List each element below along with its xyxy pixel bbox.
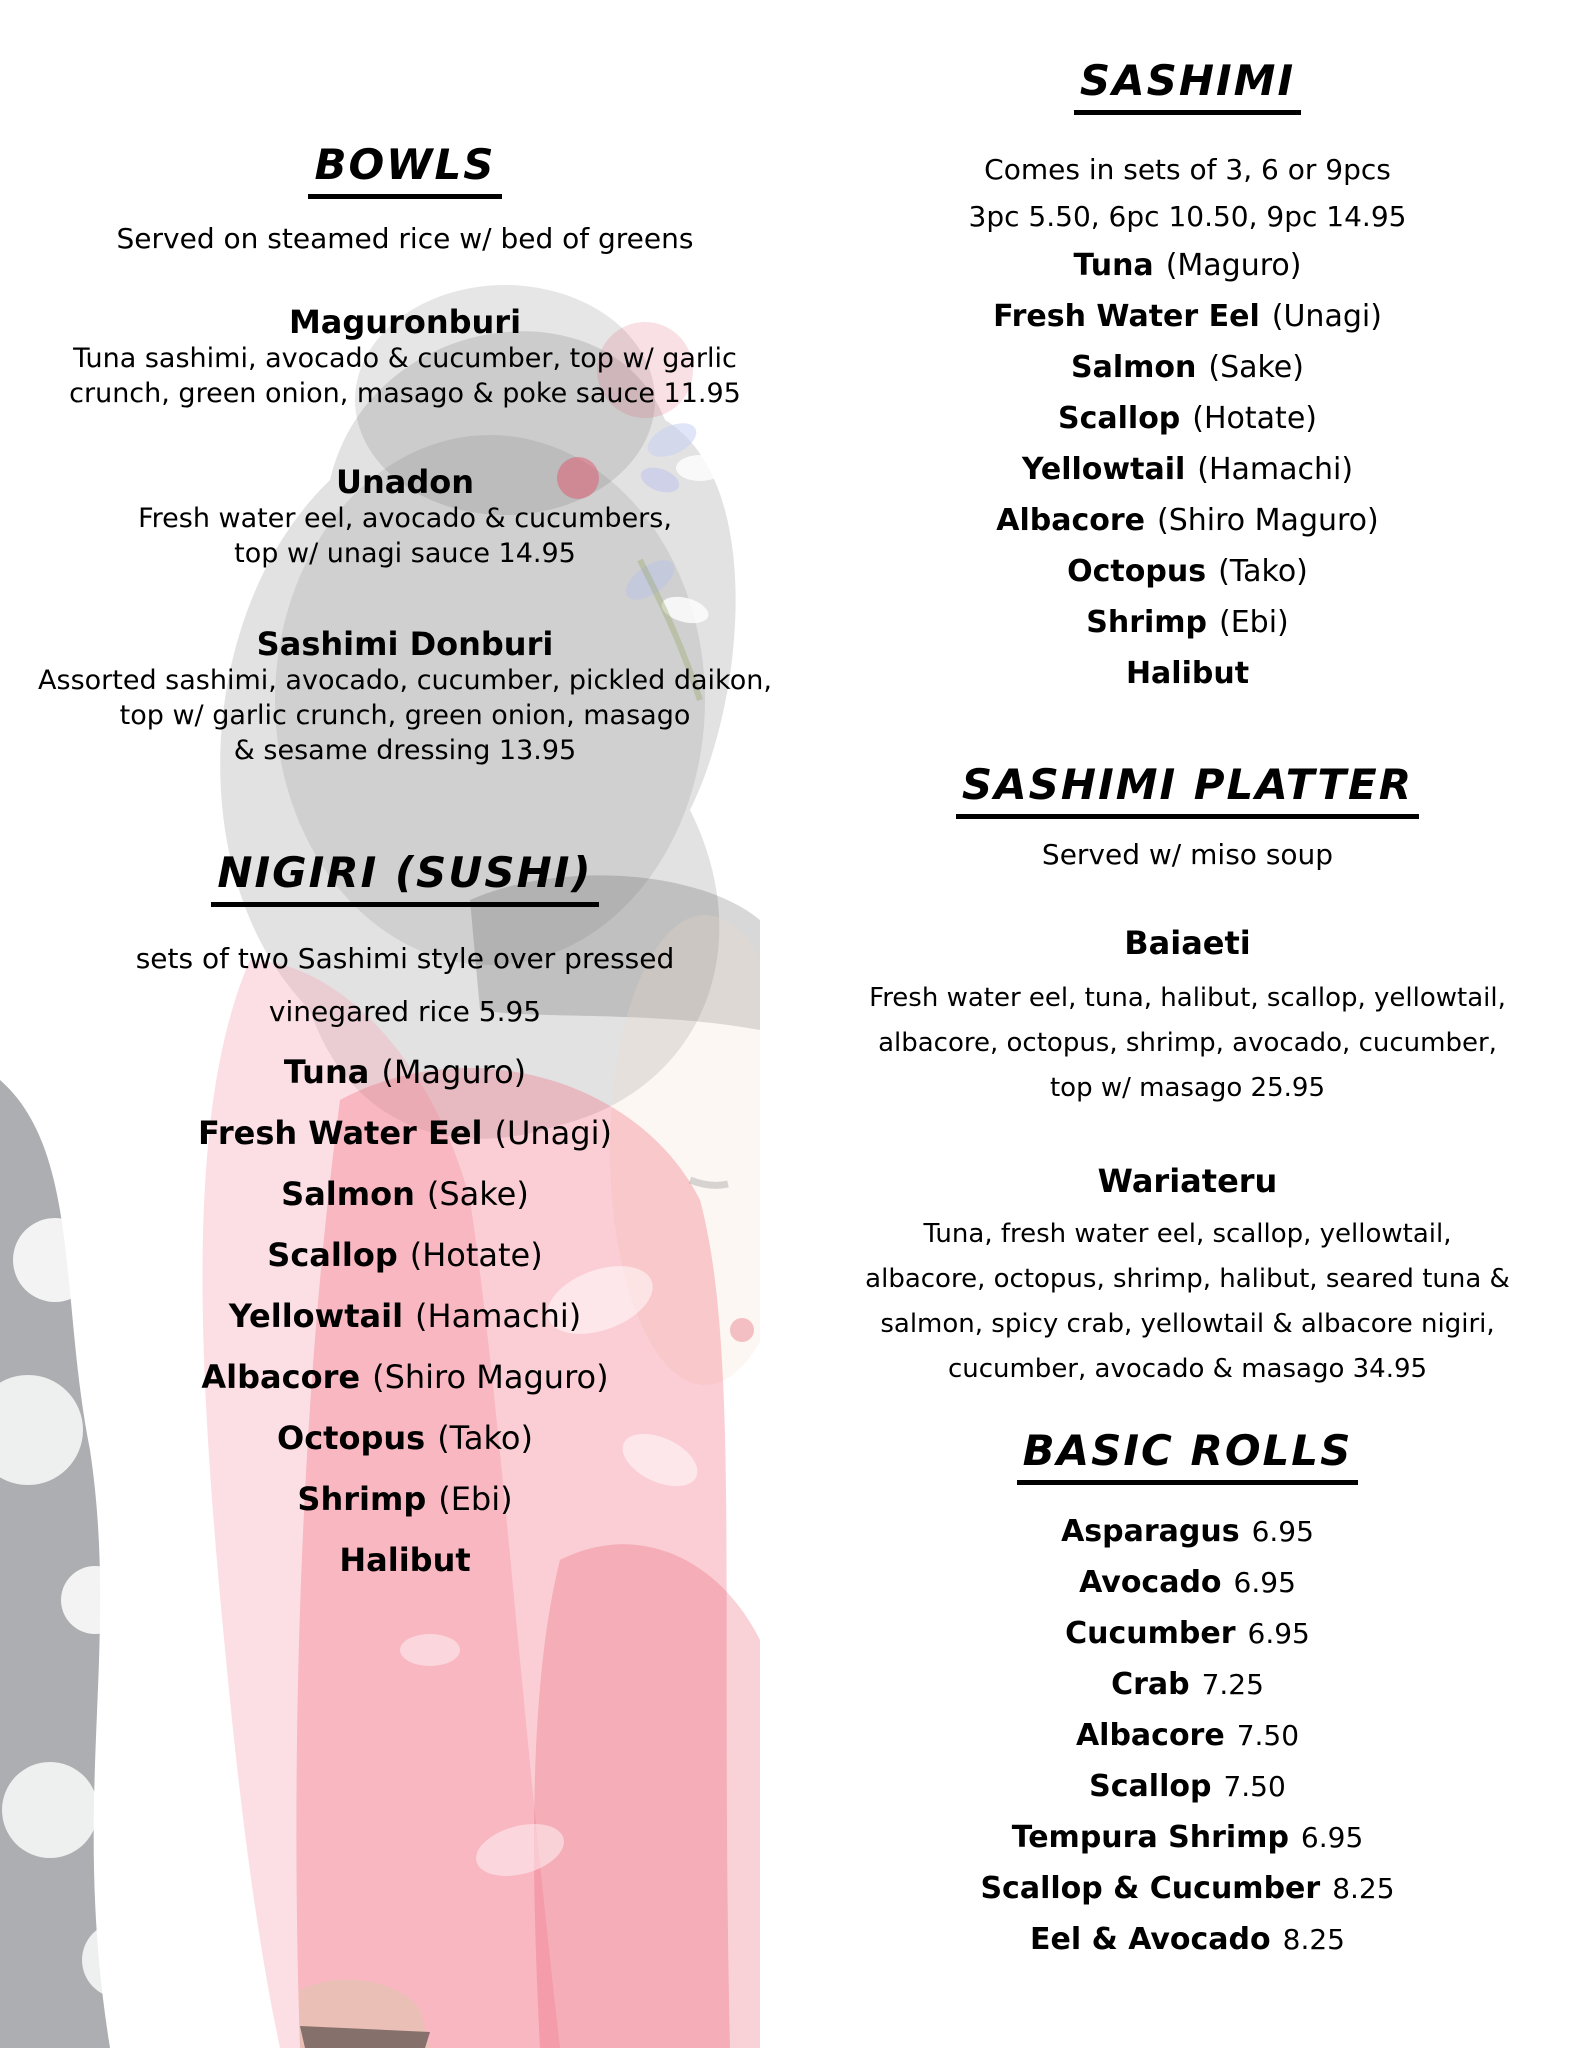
- item-desc-line: Fresh water eel, avocado & cucumbers,: [138, 503, 672, 534]
- menu-item: [835, 1863, 1540, 1914]
- item-alt-name: (Maguro): [1165, 248, 1302, 283]
- right-column: [835, 0, 1540, 2048]
- nigiri-title: NIGIRI (SUSHI): [211, 848, 598, 907]
- sashimi-subtitle: [835, 146, 1540, 240]
- menu-item: [835, 240, 1540, 291]
- menu-item: [835, 1608, 1540, 1659]
- item-description: [25, 501, 785, 571]
- item-name: Asparagus: [1061, 1514, 1240, 1549]
- item-desc-line: albacore, octopus, shrimp, avocado, cucumber,: [878, 1028, 1497, 1058]
- menu-item: [835, 1710, 1540, 1761]
- section-bowls-header: [25, 140, 785, 199]
- rolls-title: BASIC ROLLS: [1017, 1426, 1359, 1485]
- item-alt-name: (Tako): [437, 1419, 533, 1457]
- item-desc-line: & sesame dressing 13.95: [233, 735, 577, 766]
- menu-item-wariateru: [835, 1162, 1540, 1392]
- menu-item: [25, 1103, 785, 1164]
- item-price: 7.50: [1236, 1719, 1300, 1752]
- item-desc-line: salmon, spicy crab, yellowtail & albacore nigiri,: [880, 1309, 1495, 1339]
- item-name: Cucumber: [1065, 1616, 1236, 1651]
- item-alt-name: (Shiro Maguro): [1157, 503, 1379, 538]
- item-desc-line: crunch, green onion, masago & poke sauce 11.95: [69, 378, 741, 409]
- item-name: Crab: [1111, 1667, 1190, 1702]
- menu-item: [25, 1469, 785, 1530]
- item-desc-line: Fresh water eel, tuna, halibut, scallop, yellowtail,: [869, 983, 1506, 1013]
- item-desc-line: albacore, octopus, shrimp, halibut, seared tuna &: [865, 1264, 1510, 1294]
- menu-item: [25, 1408, 785, 1469]
- item-alt-name: (Shiro Maguro): [372, 1358, 609, 1396]
- item-name: Octopus: [1067, 554, 1207, 589]
- item-name: Wariateru: [1097, 1162, 1278, 1200]
- item-name: Salmon: [1071, 350, 1197, 385]
- item-alt-name: (Ebi): [438, 1480, 513, 1518]
- section-rolls-header: [835, 1426, 1540, 1485]
- item-desc-line: Tuna sashimi, avocado & cucumber, top w/ garlic: [73, 343, 737, 374]
- item-name: Scallop: [1058, 401, 1181, 436]
- item-name: Yellowtail: [1021, 452, 1186, 487]
- item-alt-name: (Unagi): [1271, 299, 1382, 334]
- menu-item: [835, 393, 1540, 444]
- section-sashimi-header: [835, 56, 1540, 115]
- sashimi-subtitle-line: Comes in sets of 3, 6 or 9pcs: [984, 153, 1391, 186]
- menu-item-baiaeti: [835, 924, 1540, 1111]
- menu-item: [835, 1761, 1540, 1812]
- item-name: Tuna: [283, 1053, 370, 1091]
- menu-item: [25, 1530, 785, 1591]
- item-price: 7.50: [1223, 1770, 1286, 1803]
- item-name: Tuna: [1073, 248, 1154, 283]
- item-desc-line: top w/ garlic crunch, green onion, masago: [119, 700, 691, 731]
- item-name: Shrimp: [1086, 605, 1208, 640]
- menu-item: [835, 546, 1540, 597]
- menu-item: [835, 495, 1540, 546]
- menu-item: [835, 1914, 1540, 1965]
- item-price: 6.95: [1300, 1821, 1364, 1854]
- item-name: Shrimp: [297, 1480, 427, 1518]
- item-name: Tempura Shrimp: [1011, 1820, 1289, 1855]
- bowls-subtitle: Served on steamed rice w/ bed of greens: [116, 222, 694, 255]
- menu-item-sashimi-donburi: [25, 625, 785, 768]
- menu-item: [835, 444, 1540, 495]
- item-name: Octopus: [277, 1419, 426, 1457]
- nigiri-subtitle-line: sets of two Sashimi style over pressed: [135, 942, 675, 975]
- rolls-item-list: [835, 1506, 1540, 1965]
- menu-item: [25, 1225, 785, 1286]
- item-price: 8.25: [1282, 1923, 1345, 1956]
- menu-item: [835, 1557, 1540, 1608]
- menu-item: [835, 648, 1540, 699]
- platter-subtitle: Served w/ miso soup: [1041, 838, 1334, 871]
- item-name: Scallop: [1089, 1769, 1212, 1804]
- menu-item-unadon: [25, 463, 785, 571]
- item-alt-name: (Unagi): [494, 1114, 612, 1152]
- item-name: Albacore: [996, 503, 1146, 538]
- item-desc-line: cucumber, avocado & masago 34.95: [947, 1354, 1428, 1384]
- item-name: Scallop: [267, 1236, 398, 1274]
- item-name: Albacore: [201, 1358, 361, 1396]
- item-desc-line: top w/ unagi sauce 14.95: [234, 538, 576, 569]
- menu-item: [25, 1347, 785, 1408]
- item-price: 6.95: [1251, 1515, 1314, 1548]
- menu-item: [835, 342, 1540, 393]
- bowls-title: BOWLS: [308, 140, 501, 199]
- item-alt-name: (Hamachi): [415, 1297, 582, 1335]
- item-name: Fresh Water Eel: [198, 1114, 483, 1152]
- sashimi-subtitle-line: 3pc 5.50, 6pc 10.50, 9pc 14.95: [968, 200, 1407, 233]
- item-name: Scallop & Cucumber: [980, 1871, 1321, 1906]
- item-name: Baiaeti: [1124, 924, 1251, 962]
- sashimi-title: SASHIMI: [1074, 56, 1301, 115]
- item-desc-line: Tuna, fresh water eel, scallop, yellowtail,: [923, 1219, 1452, 1249]
- item-price: 8.25: [1332, 1872, 1395, 1905]
- item-desc-line: Assorted sashimi, avocado, cucumber, pickled daikon,: [38, 665, 772, 696]
- item-name: Halibut: [1125, 656, 1250, 691]
- item-name: Maguronburi: [288, 303, 522, 341]
- item-name: Avocado: [1079, 1565, 1222, 1600]
- menu-item: [835, 597, 1540, 648]
- menu-item: [835, 1812, 1540, 1863]
- section-platter-header: [835, 760, 1540, 819]
- item-name: Albacore: [1075, 1718, 1225, 1753]
- item-description: [835, 976, 1540, 1111]
- item-alt-name: (Tako): [1218, 554, 1308, 589]
- menu-item: [25, 1164, 785, 1225]
- section-nigiri-header: [25, 848, 785, 907]
- item-description: [25, 341, 785, 411]
- item-description: [835, 1212, 1540, 1392]
- item-alt-name: (Hotate): [409, 1236, 543, 1274]
- menu-item: [835, 1659, 1540, 1710]
- item-name: Salmon: [281, 1175, 415, 1213]
- item-description: [25, 663, 785, 768]
- menu-item: [835, 1506, 1540, 1557]
- item-price: 6.95: [1247, 1617, 1310, 1650]
- nigiri-subtitle-line: vinegared rice 5.95: [268, 995, 542, 1028]
- item-alt-name: (Hotate): [1192, 401, 1317, 436]
- item-desc-line: top w/ masago 25.95: [1049, 1073, 1325, 1103]
- item-price: 6.95: [1233, 1566, 1296, 1599]
- item-name: Unadon: [335, 463, 475, 501]
- item-name: Fresh Water Eel: [993, 299, 1260, 334]
- item-alt-name: (Sake): [1208, 350, 1304, 385]
- menu-item-maguronburi: [25, 303, 785, 411]
- item-name: Yellowtail: [228, 1297, 404, 1335]
- sashimi-item-list: [835, 240, 1540, 699]
- item-alt-name: (Maguro): [381, 1053, 527, 1091]
- platter-title: SASHIMI PLATTER: [956, 760, 1419, 819]
- item-name: Halibut: [339, 1541, 471, 1579]
- menu-item: [835, 291, 1540, 342]
- item-name: Eel & Avocado: [1030, 1922, 1271, 1957]
- item-alt-name: (Hamachi): [1197, 452, 1354, 487]
- nigiri-item-list: [25, 1042, 785, 1591]
- item-alt-name: (Sake): [426, 1175, 529, 1213]
- item-name: Sashimi Donburi: [256, 625, 554, 663]
- menu-item: [25, 1042, 785, 1103]
- item-price: 7.25: [1201, 1668, 1264, 1701]
- menu-item: [25, 1286, 785, 1347]
- nigiri-subtitle: [25, 932, 785, 1038]
- item-alt-name: (Ebi): [1219, 605, 1289, 640]
- left-column: [25, 0, 785, 2048]
